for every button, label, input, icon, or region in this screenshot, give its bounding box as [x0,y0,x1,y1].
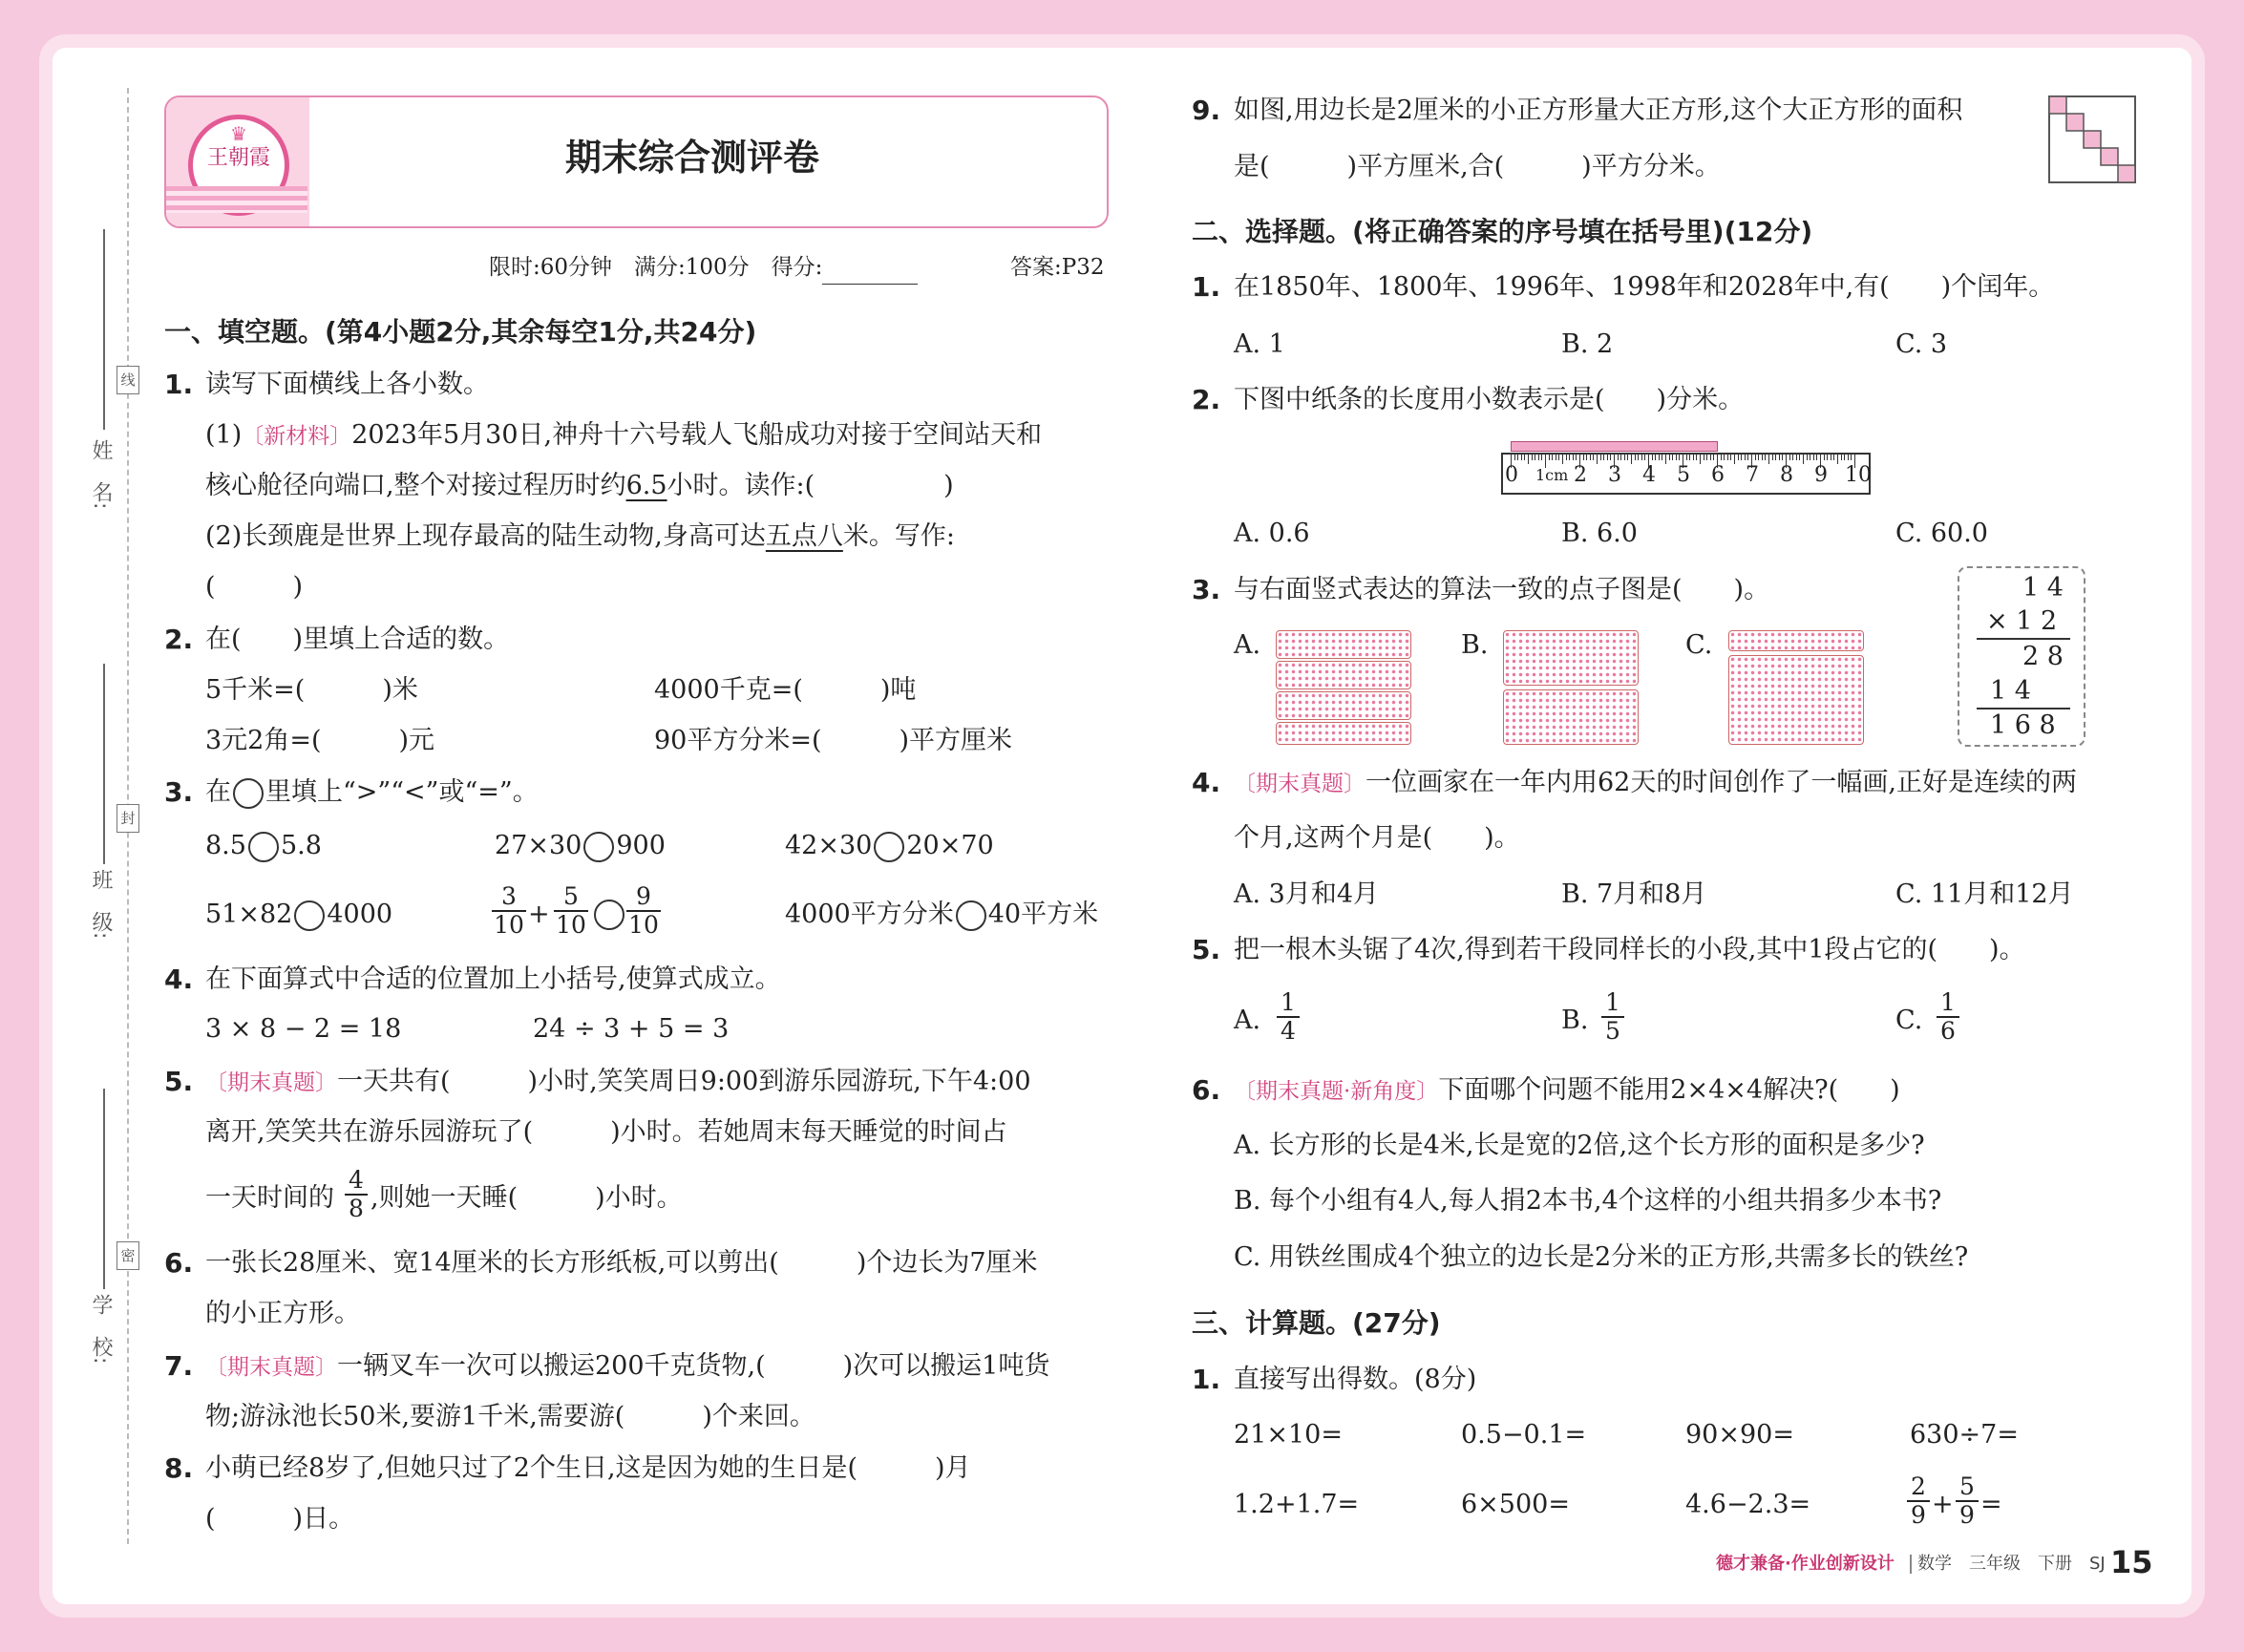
q3a[interactable]: 8.5 5.8 [205,831,322,860]
ruler-tick [1792,455,1793,460]
ruler-tick [1652,455,1653,460]
c3-text: 与右面竖式表达的算法一致的点子图是( )。 [1234,575,1770,604]
c5-option-c[interactable]: C. [1895,1006,1923,1035]
ruler-label: 8 [1780,463,1793,487]
q1a-text: (1)〔新材料〕2023年5月30日,神舟十六号载人飞船成功对接于空间站天和 [205,420,1043,450]
q8b-text[interactable]: ( )日。 [205,1504,355,1534]
ruler-tick [1538,455,1539,460]
ruler-tick [1837,455,1838,464]
class-label: 班 级: [89,869,113,940]
q5-number: 5. [164,1066,194,1097]
ruler-tick [1710,455,1711,460]
q3c[interactable]: 42×30 20×70 [785,831,994,860]
ruler-tick [1610,455,1611,460]
ruler-tick [1689,455,1690,460]
c5-option-b[interactable]: B. [1561,1006,1589,1035]
ruler-tick [1552,455,1553,460]
footer-brand: 德才兼备·作业创新设计 [1716,1554,1895,1574]
ruler-tick [1789,455,1790,460]
ruler-tick [1600,455,1601,460]
section1-title: 一、填空题。(第4小题2分,其余每空1分,共24分) [164,316,757,348]
q7b-text: 物;游泳池长50米,要游1千米,需要游( )个来回。 [205,1402,815,1431]
school-label: 学 校: [89,1294,113,1365]
ruler-tick [1631,455,1632,464]
c4-text: 〔期末真题〕一位画家在一年内用62天的时间创作了一幅画,正好是连续的两 [1234,768,2077,797]
ruler-tick [1765,455,1766,460]
ruler-tick [1521,455,1522,460]
c4-number: 4. [1192,767,1221,798]
dot-grid-a-top [1276,630,1411,659]
ruler-tick [1827,455,1828,460]
q6b-text: 的小正方形。 [205,1299,360,1328]
c2-option-a[interactable]: A. 0.6 [1234,519,1310,548]
side-mark-close: 密 [116,1241,139,1270]
q1-text: 读写下面横线上各小数。 [205,370,489,399]
dot-grid-b-bot [1503,689,1639,745]
ruler-tick [1816,455,1817,460]
c2-option-b[interactable]: B. 6.0 [1561,519,1638,548]
q3-number: 3. [164,776,194,808]
q2c[interactable]: 3元2角=( )元 [205,726,435,755]
score-blank[interactable] [822,263,918,285]
ruler-tick [1851,455,1852,460]
circle-icon [233,778,264,809]
vert-row-5: 1 6 8 [1990,710,2056,740]
ruler-tick [1848,455,1849,460]
ruler-tick [1517,455,1518,460]
q3-text: 在 里填上“>”“<”或“=”。 [205,777,539,807]
q4a[interactable]: 3 × 8 − 2 = 18 [205,1014,402,1044]
c5-text: 把一根木头锯了4次,得到若干段同样长的小段,其中1段占它的( )。 [1234,935,2025,964]
ruler-tick [1813,455,1814,460]
school-line [103,1089,105,1289]
ruler-tick [1679,455,1680,460]
ruler-label: 6 [1711,463,1725,487]
ruler-tick [1620,455,1621,460]
c1-option-c[interactable]: C. 3 [1895,329,1948,359]
name-label: 姓 名: [89,439,113,510]
ruler-tick [1644,455,1645,460]
q4-text: 在下面算式中合适的位置加上小括号,使算式成立。 [205,964,781,994]
square-diagram [2048,95,2136,183]
ruler-tick [1659,455,1660,460]
q6-text: 一张长28厘米、宽14厘米的长方形纸板,可以剪出( )个边长为7厘米 [205,1248,1038,1278]
c1-number: 1. [1192,271,1221,303]
ruler-tick [1590,455,1591,460]
ruler-tick [1833,455,1834,460]
calc-1[interactable]: 21×10= [1234,1420,1343,1450]
ruler-tick [1558,455,1559,460]
ruler-label: 3 [1608,463,1621,487]
ruler-tick [1768,455,1769,464]
ruler-label: 0 [1505,463,1518,487]
test-meta: 限时:60分钟 满分:100分 得分: [489,250,918,285]
ruler-tick [1576,455,1577,460]
footer-info: 数学 三年级 下册 SJ [1917,1554,2106,1574]
ruler-label: 7 [1746,463,1759,487]
ruler-tick [1693,455,1694,460]
q2-text: 在( )里填上合适的数。 [205,625,510,654]
q5c-post: ,则她一天睡( )小时。 [370,1183,683,1213]
ruler-label: 4 [1642,463,1656,487]
c6-number: 6. [1192,1074,1221,1106]
name-line [103,229,105,430]
ruler-tick [1586,455,1587,460]
logo-text: 王朝霞 [206,146,270,170]
ruler-tick [1524,455,1525,460]
c6-option-b[interactable]: B. 每个小组有4人,每人捐2本书,4个这样的小组共捐多少本书? [1234,1186,1942,1216]
calc-8-eq[interactable]: = [1980,1490,2002,1519]
section2-title: 二、选择题。(将正确答案的序号填在括号里)(12分) [1192,216,1813,247]
ruler-tick [1747,455,1748,460]
ruler-tick [1549,455,1550,460]
ruler-tick [1730,455,1731,460]
c3-number: 3. [1192,574,1221,605]
ruler-tick [1755,455,1756,460]
q2a[interactable]: 5千米=( )米 [205,675,418,705]
q9b-text: 是( )平方厘米,合( )平方分米。 [1234,152,1721,181]
dot-grid-a-mid [1276,661,1411,689]
ruler-tick [1569,455,1570,460]
c3-option-b[interactable]: B. [1461,630,1489,660]
ruler-tick [1779,455,1780,460]
ruler-tick [1724,455,1725,460]
page-title: 期末综合测评卷 [564,137,819,179]
q9-number: 9. [1192,95,1221,126]
calc-6[interactable]: 6×500= [1461,1490,1570,1519]
c5-option-a[interactable]: A. [1234,1006,1261,1035]
q9-text: 如图,用边长是2厘米的小正方形量大正方形,这个大正方形的面积 [1234,95,1963,125]
side-mark-line: 线 [116,366,139,394]
side-mark-seal: 封 [116,804,139,833]
q7-number: 7. [164,1350,194,1382]
ruler-label: 10 [1845,463,1872,487]
q2b[interactable]: 4000千克=( )吨 [654,675,917,705]
ruler-tick [1603,455,1604,460]
c6-text: 〔期末真题·新角度〕下面哪个问题不能用2×4×4解决?( ) [1234,1075,1900,1105]
q1b-text: (2)长颈鹿是世界上现存最高的陆生动物,身高可达五点八米。写作: [205,521,955,551]
ruler-tick [1669,455,1670,460]
q3e-frac2: $\frac{5}{10}$ [554,883,588,939]
ruler-label: 9 [1814,463,1828,487]
ruler-tick [1782,455,1783,460]
q7-text: 〔期末真题〕一辆叉车一次可以搬运200千克货物,( )次可以搬运1吨货 [205,1351,1050,1381]
calc-3[interactable]: 90×90= [1685,1420,1794,1450]
calc-8-frac1: $\frac{2}{9}$ [1907,1473,1930,1529]
ruler-tick [1772,455,1773,460]
q3b[interactable]: 27×30 900 [495,831,666,860]
q2-number: 2. [164,624,194,655]
footer-divider [1910,1555,1912,1574]
ruler-tick [1841,455,1842,460]
c4-option-c[interactable]: C. 11月和12月 [1895,879,2074,909]
q3f[interactable]: 4000平方分米 40平方米 [785,900,1099,929]
q1a2-text: 核心舱径向端口,整个对接过程历时约6.5小时。读作:( ) [205,471,954,500]
ruler-tick [1641,455,1642,460]
ruler-tick [1844,455,1845,460]
ruler-tick [1775,455,1776,460]
ruler-tick [1566,455,1567,460]
q3e-circle[interactable] [594,900,625,930]
ruler-tick [1583,455,1584,460]
ruler-tick [1528,455,1529,464]
q1b2-text[interactable]: ( ) [205,572,304,602]
ruler-tick [1573,455,1574,460]
ruler-tick [1618,455,1619,460]
ruler-tick [1514,455,1515,460]
ruler-tick [1607,455,1608,460]
ruler-tick [1593,455,1594,460]
c3-option-c[interactable]: C. [1685,630,1713,660]
paper-strip [1511,441,1718,452]
page-number: 15 [2110,1544,2153,1580]
q5c-pre: 一天时间的 [205,1183,334,1213]
q8-number: 8. [164,1452,194,1484]
ruler-tick [1638,455,1639,460]
c6-option-c[interactable]: C. 用铁丝围成4个独立的边长是2分米的正方形,共需多长的铁丝? [1234,1242,1969,1272]
vert-row-2: × 1 2 [1986,606,2058,636]
c2-option-c[interactable]: C. 60.0 [1895,519,1988,548]
calc-8-plus: + [1932,1490,1954,1519]
ruler-tick [1727,455,1728,460]
c5-frac-a: $\frac{1}{4}$ [1277,989,1300,1045]
c6-option-a[interactable]: A. 长方形的长是4米,长是宽的2倍,这个长方形的面积是多少? [1234,1131,1925,1160]
ruler-tick [1532,455,1533,460]
c2-number: 2. [1192,384,1221,415]
vert-row-3: 2 8 [2022,642,2064,671]
q5b-text: 离开,笑笑共在游乐园游玩了( )小时。若她周末每天睡觉的时间占 [205,1117,1007,1147]
ruler-tick [1706,455,1707,460]
q5c-frac: $\frac{4}{8}$ [345,1167,368,1222]
logo-stripes [166,186,307,213]
section3-title: 三、计算题。(27分) [1192,1307,1441,1339]
c2-text: 下图中纸条的长度用小数表示是( )分米。 [1234,385,1745,414]
vert-row-4: 1 4 [1990,676,2031,706]
d1-text: 直接写出得数。(8分) [1234,1365,1477,1394]
q5-text: 〔期末真题〕一天共有( )小时,笑笑周日9:00到游乐园游玩,下午4:00 [205,1067,1031,1096]
c4-option-b[interactable]: B. 7月和8月 [1561,879,1707,909]
q4-number: 4. [164,964,194,995]
ruler-tick [1655,455,1656,460]
logo-crown-icon: ♛ [230,122,247,145]
c5-number: 5. [1192,934,1221,965]
ruler-tick [1624,455,1625,460]
ruler-tick [1713,455,1714,460]
c5-frac-b: $\frac{1}{5}$ [1601,989,1624,1045]
q2d[interactable]: 90平方分米=( )平方厘米 [654,726,1013,755]
ruler-tick [1597,455,1598,464]
ruler-tick [1734,455,1735,464]
dot-grid-b-top [1503,630,1639,686]
ruler-tick [1738,455,1739,460]
c3-option-a[interactable]: A. [1234,630,1261,660]
calc-8-frac2: $\frac{5}{9}$ [1956,1473,1979,1529]
dot-grid-c-top [1728,630,1864,651]
calc-2[interactable]: 0.5−0.1= [1461,1420,1587,1450]
ruler-tick [1762,455,1763,460]
ruler-tick [1745,455,1746,460]
ruler-label: 1cm [1535,466,1569,484]
ruler-tick [1799,455,1800,460]
ruler-tick [1721,455,1722,460]
q4b[interactable]: 24 ÷ 3 + 5 = 3 [533,1014,730,1044]
c1-option-a[interactable]: A. 1 [1234,329,1285,359]
ruler-tick [1686,455,1687,460]
ruler-tick [1676,455,1677,460]
d1-number: 1. [1192,1364,1221,1395]
ruler-tick [1803,455,1804,464]
class-line [103,664,105,864]
ruler-tick [1758,455,1759,460]
ruler-label: 5 [1677,463,1690,487]
q3e-frac3: $\frac{9}{10}$ [626,883,661,939]
c5-frac-c: $\frac{1}{6}$ [1937,989,1959,1045]
answer-ref: 答案:P32 [1010,255,1105,280]
ruler-tick [1807,455,1808,460]
q1-number: 1. [164,369,194,400]
ruler-tick [1672,455,1673,460]
q3e-plus: + [528,900,550,929]
c1-option-b[interactable]: B. 2 [1561,329,1614,359]
vert-row-1: 1 4 [2022,573,2064,603]
ruler-label: 2 [1574,463,1587,487]
ruler-tick [1741,455,1742,460]
c4b-text: 个月,这两个月是( )。 [1234,823,1520,853]
ruler-tick [1700,455,1701,464]
c4-option-a[interactable]: A. 3月和4月 [1234,879,1380,909]
q6-number: 6. [164,1247,194,1279]
ruler-tick [1796,455,1797,460]
calc-7[interactable]: 4.6−2.3= [1685,1490,1811,1519]
dot-grid-a-bot [1276,722,1411,745]
dot-grid-c-bot [1728,655,1864,745]
c1-text: 在1850年、1800年、1996年、1998年和2028年中,有( )个闰年。 [1234,272,2055,302]
ruler-tick [1665,455,1666,464]
dot-grid-a-mid2 [1276,691,1411,720]
calc-5[interactable]: 1.2+1.7= [1234,1490,1360,1519]
q3d[interactable]: 51×82 4000 [205,900,393,929]
ruler-tick [1696,455,1697,460]
ruler-tick [1627,455,1628,460]
ruler-tick [1635,455,1636,460]
ruler-tick [1824,455,1825,460]
calc-4[interactable]: 630÷7= [1910,1420,2019,1450]
q8-text: 小萌已经8岁了,但她只过了2个生日,这是因为她的生日是( )月 [205,1453,971,1483]
q3e-frac1: $\frac{3}{10}$ [492,883,526,939]
ruler-tick [1541,455,1542,460]
